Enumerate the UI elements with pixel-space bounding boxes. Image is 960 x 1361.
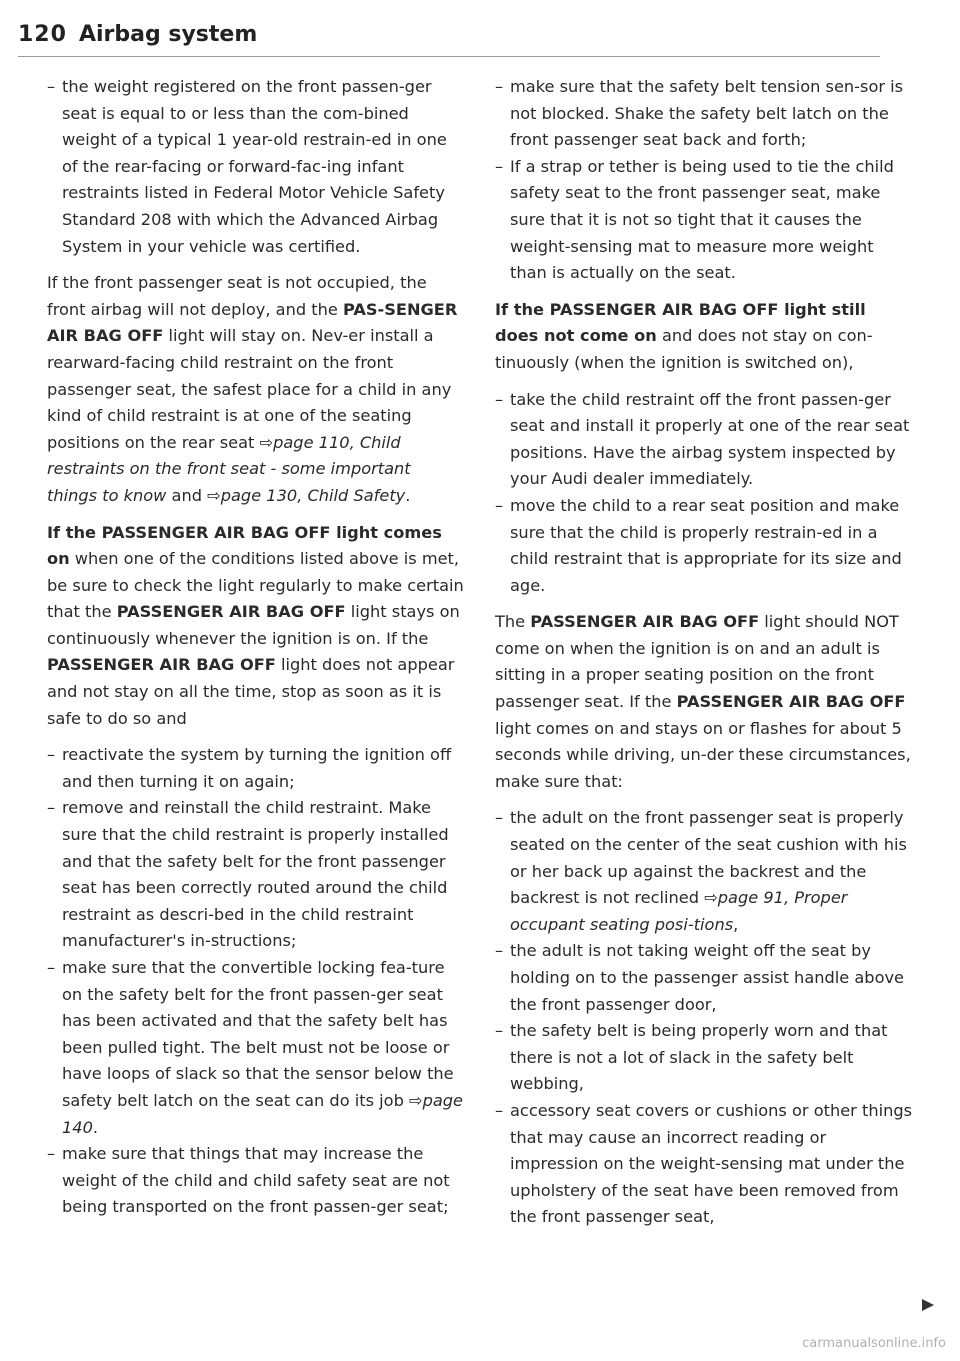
- list-item: – make sure that the convertible locking fea-ture on the safety belt for the front passen-ger seat has been activated and that the safety belt has been pulled tight. The belt must not be loose or have loops of slack so that the sensor below the safety belt latch on the seat can do its job ⇨page 140.: [47, 955, 465, 1141]
- reference-arrow-icon: ⇨: [259, 432, 274, 452]
- paragraph-heading: If the PASSENGER AIR BAG OFF light comes on: [47, 522, 442, 569]
- condition-list: [47, 74, 465, 260]
- warning-light-name: PASSENGER AIR BAG OFF: [530, 612, 760, 632]
- page-reference-link[interactable]: page 110, Child restraints on the front seat - some important things to know: [47, 432, 411, 505]
- remedy-list: [495, 387, 913, 600]
- action-list-continued: [495, 74, 913, 287]
- adult-checklist: [495, 805, 913, 1231]
- continue-arrow-icon: [920, 1298, 936, 1312]
- watermark: carmanualsonline.info: [802, 1336, 946, 1351]
- paragraph-light-comes-on: If the PASSENGER AIR BAG OFF light comes on when one of the conditions listed above is met, be sure to check the light regularly to make certain that the PASSENGER AIR BAG OFF light stays on continuously whenever the ignition is on. If the PASSENGER AIR BAG OFF light does not appear and not stay on all the time, stop as soon as it is safe to do so and: [47, 522, 464, 728]
- left-column: [47, 74, 465, 1231]
- list-item: – move the child to a rear seat position and make sure that the child is properly restrain-ed in a child restraint that is appropriate for its size and age.: [495, 493, 913, 599]
- list-item: – the safety belt is being properly worn and that there is not a lot of slack in the safety belt webbing,: [495, 1018, 913, 1098]
- page-reference-link[interactable]: page 130, Child Safety: [220, 485, 406, 505]
- list-item: – make sure that the safety belt tension sen-sor is not blocked. Shake the safety belt latch on the front passenger seat back and forth;: [495, 74, 913, 154]
- list-item: – remove and reinstall the child restraint. Make sure that the child restraint is properly installed and that the safety belt for the front passenger seat has been correctly routed around the child restraint as descri-bed in the child restraint manufacturer's in-structions;: [47, 795, 465, 955]
- page-reference-link[interactable]: page 140: [62, 1090, 464, 1137]
- page-reference-link[interactable]: page 91, Proper occupant seating posi-tions: [510, 888, 848, 934]
- warning-light-name: PAS-SENGER AIR BAG OFF: [47, 299, 458, 346]
- page-number: 120: [18, 22, 67, 47]
- list-item: – the adult is not taking weight off the seat by holding on to the passenger assist handle above the front passenger door,: [495, 938, 913, 1018]
- warning-light-name: PASSENGER AIR BAG OFF: [676, 692, 906, 712]
- paragraph-heading: If the PASSENGER AIR BAG OFF light still does not come on: [495, 299, 866, 346]
- warning-light-name: PASSENGER AIR BAG OFF: [116, 602, 346, 622]
- reference-arrow-icon: ⇨: [207, 485, 221, 505]
- header-divider: [18, 56, 880, 57]
- list-item: – the adult on the front passenger seat is properly seated on the center of the seat cushion with his or her back up against the backrest and the backrest is not reclined ⇨page 91, Proper occupant seating posi-tions,: [495, 805, 913, 938]
- list-item: – reactivate the system by turning the ignition off and then turning it on again;: [47, 742, 465, 795]
- paragraph-still-not-on: If the PASSENGER AIR BAG OFF light still does not come on and does not stay on con-tinuously (when the ignition is switched on),: [495, 299, 873, 372]
- paragraph-adult-seated: The PASSENGER AIR BAG OFF light should NOT come on when the ignition is on and an adult is sitting in a proper seating position on the front passenger seat. If the PASSENGER AIR BAG OFF light comes on and stays on or flashes for about 5 seconds while driving, un-der these circumstances, make sure that:: [495, 612, 911, 791]
- warning-light-name: PASSENGER AIR BAG OFF: [47, 655, 276, 675]
- reference-arrow-icon: ⇨: [409, 1090, 423, 1110]
- list-item: – accessory seat covers or cushions or other things that may cause an incorrect reading or impression on the weight-sensing mat under the upholstery of the seat have been removed from the front passenger seat,: [495, 1098, 913, 1231]
- paragraph-not-occupied: If the front passenger seat is not occupied, the front airbag will not deploy, and the PAS-SENGER AIR BAG OFF light will stay on. Nev-er install a rearward-facing child restraint on the front passenger seat, the safest place for a child in any kind of child restraint is at one of the seating positions on the rear seat ⇨page 110, Child restraints on the front seat - some important things to know and ⇨page 130, Child Safety.: [47, 273, 458, 505]
- list-item: – take the child restraint off the front passen-ger seat and install it properly at one of the rear seat positions. Have the airbag system inspected by your Audi dealer immediately.: [495, 387, 913, 493]
- list-item: – the weight registered on the front passen-ger seat is equal to or less than the com-bined weight of a typical 1 year-old restrain-ed in one of the rear-facing or forward-fac-ing infant restraints listed in Federal Motor Vehicle Safety Standard 208 with which the Advanced Airbag System in your vehicle was certified.: [47, 74, 465, 260]
- list-item: – make sure that things that may increase the weight of the child and child safety seat are not being transported on the front passen-ger seat;: [47, 1141, 465, 1221]
- action-list: [47, 742, 465, 1221]
- right-column: [495, 74, 913, 1241]
- list-item: – If a strap or tether is being used to tie the child safety seat to the front passenger seat, make sure that it is not so tight that it causes the weight-sensing mat to measure more weight than is actually on the seat.: [495, 154, 913, 287]
- reference-arrow-icon: ⇨: [704, 888, 718, 908]
- section-title: Airbag system: [78, 22, 258, 47]
